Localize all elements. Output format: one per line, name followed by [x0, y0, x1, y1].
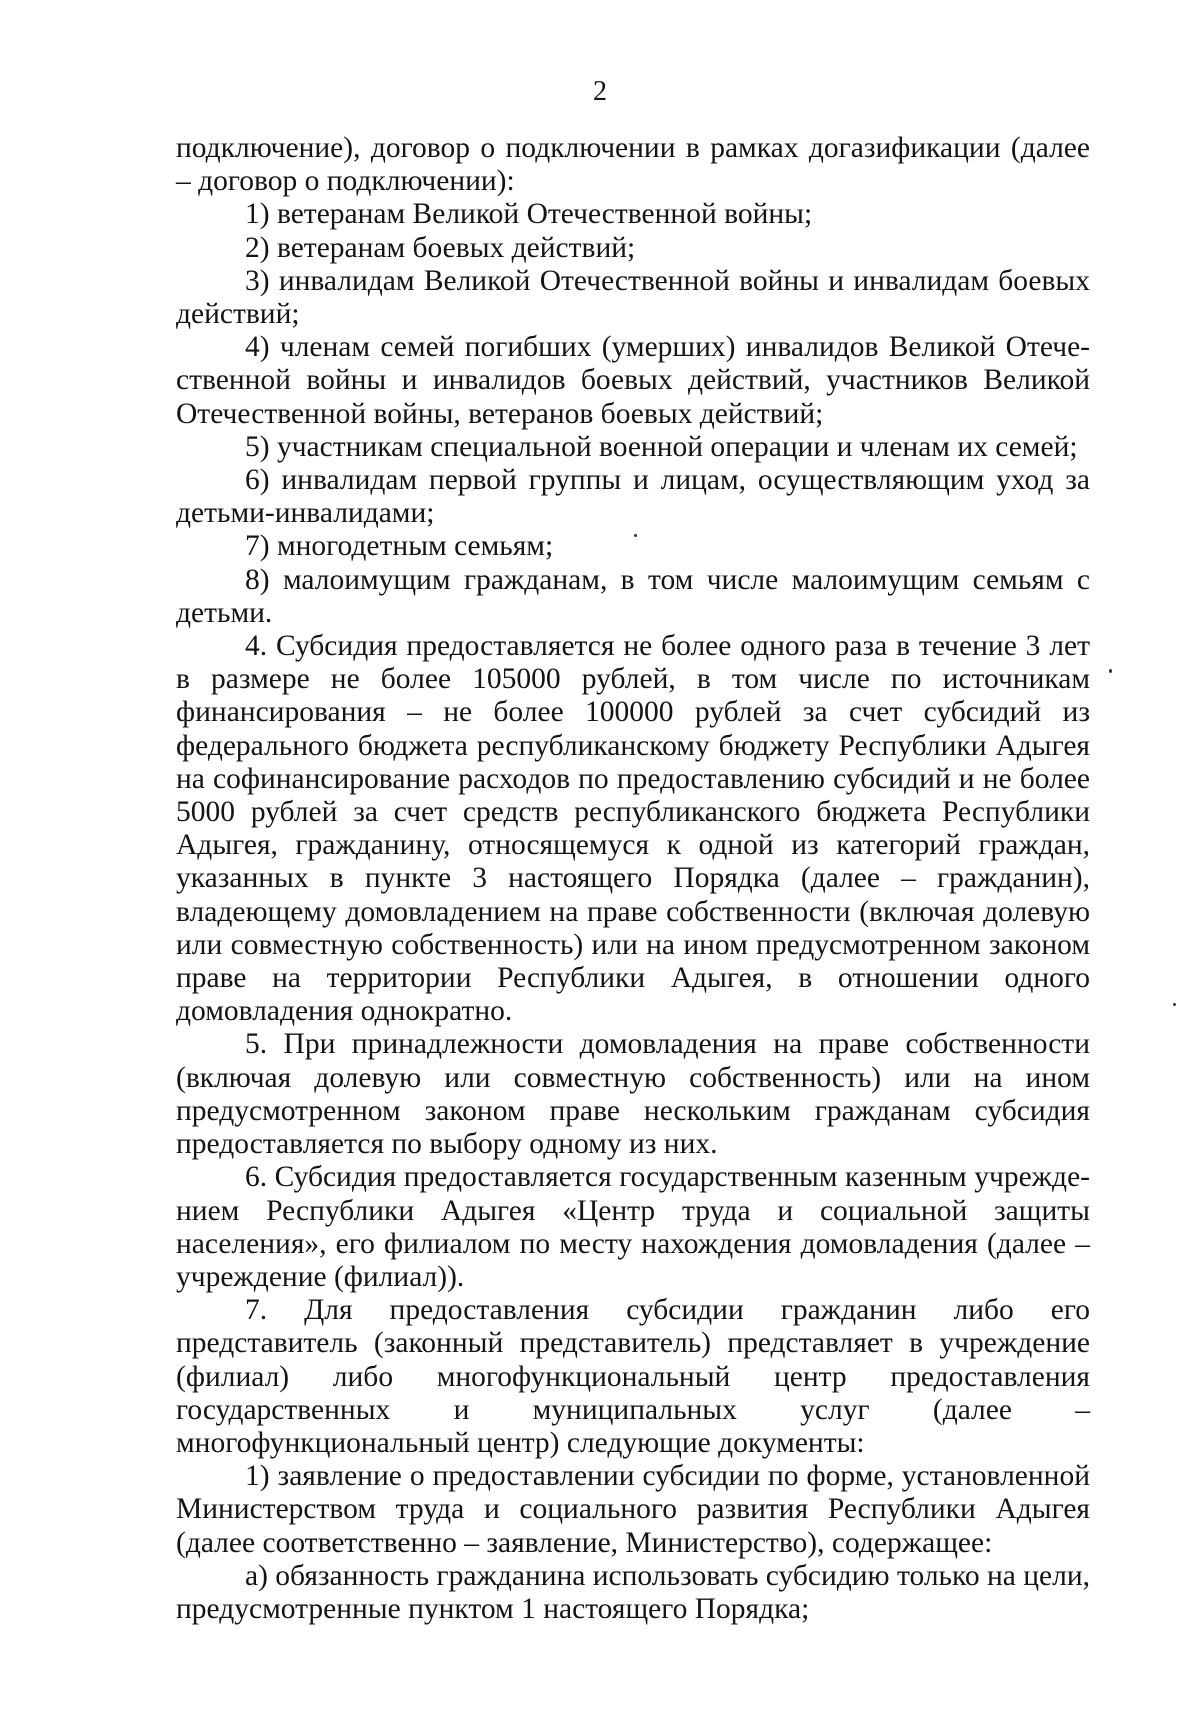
clause-5: 5. При принадлежности домовладения на праве собственности (включая долевую или совместную собственность) или на ином предусмотренном законом праве нескольким гражданам субсидия предоставляется по выбору одному из них.: [176, 1028, 1090, 1161]
list-item-5: 5) участникам специальной военной операции и членам их семей;: [245, 430, 1078, 463]
clause-7-item-1: 1) заявление о предоставлении субсидии по форме, установленной Министерством труда и социального развития Республики Адыгея (далее соответственно – заявление, Министерство), содержащее:: [176, 1460, 1090, 1559]
list-item-6: 6) инвалидам первой группы и лицам, осуществляющим уход за детьми-инвалидами;: [176, 464, 1090, 530]
document-body: [176, 132, 1090, 1626]
list-item-4: 4) членам семей погибших (умерших) инвалидов Великой Отечественной войны и инвалидов боевых действий, участников Великой Отечественной войны, ветеранов боевых действий;: [176, 331, 1090, 430]
list-item-3: 3) инвалидам Великой Отечественной войны и инвалидам боевых действий;: [176, 264, 1090, 331]
list-item-1: 1) ветеранам Великой Отечественной войны;: [245, 198, 813, 231]
list-item-7: 7) многодетным семьям;: [245, 530, 554, 563]
clause-7-item-1a: а) обязанность гражданина использовать субсидию только на цели, предусмотренные пунктом 1 настоящего Порядка;: [176, 1559, 1090, 1625]
paragraph-continuation: подключение), договор о подключении в рамках догазификации (далее – договор о подключении):: [176, 132, 1090, 198]
list-item-2: 2) ветеранам боевых действий;: [245, 231, 636, 264]
clause-4: 4. Субсидия предоставляется не более одного раза в течение 3 лет в размере не более 105000 рублей, в том числе по источникам финансирования – не более 100000 рублей за счет субсидий из федерального бюджета республиканскому бюджету Республики Адыгея на софинансирование расходов по предоставлению субсидий и не более 5000 рублей за счет средств республиканского бюджета Республики Адыгея, гражданину, относящемуся к одной из категорий граждан, указанных в пункте 3 настоящего Порядка (далее – гражданин), владеющему домовладением на праве собственности (включая долевую или совместную собственность) или на ином предусмотренном законом праве на территории Республики Адыгея, в отношении одного домовладения однократно.: [176, 630, 1090, 1028]
clause-7: 7. Для предоставления субсидии гражданин либо его представитель (законный представитель) представляет в учреждение (филиал) либо многофункциональный центр предоставления государственных и муниципальных услуг (далее – многофункциональный центр) следующие документы:: [176, 1294, 1090, 1459]
scan-speck: [634, 534, 637, 537]
page-number: 2: [593, 76, 607, 107]
scan-speck: [1173, 1003, 1176, 1006]
scan-speck: [1109, 669, 1112, 673]
clause-6: 6. Субсидия предоставляется государственным казенным учреждением Республики Адыгея «Центр труда и социальной защиты населения», его филиалом по месту нахождения домовладения (далее – учреждение (филиал)).: [176, 1161, 1090, 1293]
list-item-8: 8) малоимущим гражданам, в том числе малоимущим семьям с детьми.: [176, 563, 1090, 629]
